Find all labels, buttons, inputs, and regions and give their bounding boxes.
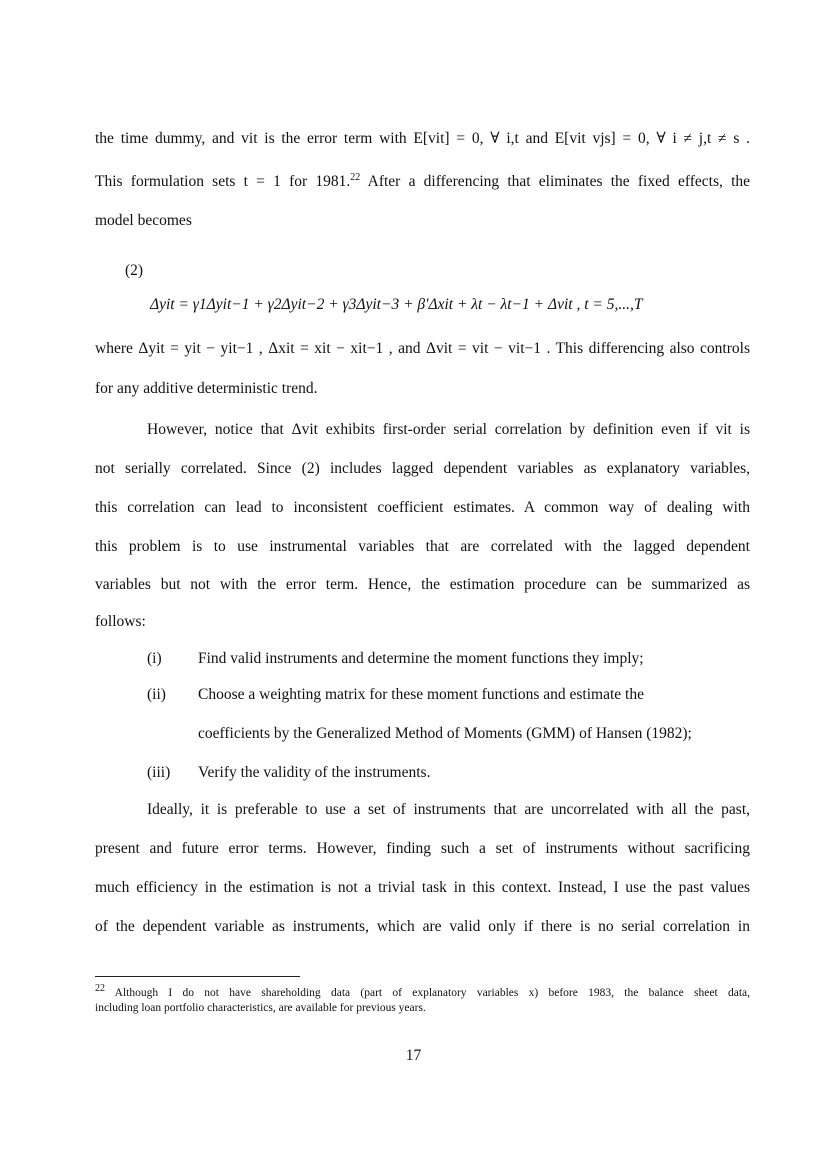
paragraph-2-line-2: not serially correlated. Since (2) includes lagged dependent variables as explanatory variables, (95, 460, 750, 477)
paragraph-3-line-4: of the dependent variable as instruments, which are valid only if there is no serial correlation in (95, 918, 750, 935)
equation: Δyit = γ1Δyit−1 + γ2Δyit−2 + γ3Δyit−3 + β′Δxit + λt − λt−1 + Δvit , t = 5,...,T (150, 296, 643, 313)
list-item-text-continued: coefficients by the Generalized Method of Moments (GMM) of Hansen (1982); (198, 725, 692, 742)
footnote-line-1 (95, 983, 750, 1001)
paragraph-2-line-6: follows: (95, 613, 146, 630)
paragraph-2-line-1: However, notice that Δvit exhibits first-order serial correlation by definition even if vit is (147, 421, 750, 438)
list-item-text: Choose a weighting matrix for these moment functions and estimate the (198, 686, 644, 703)
list-item-number: (i) (147, 650, 162, 667)
footnote-text-1: Although I do not have shareholding data (part of explanatory variables x) before 1983, the balance sheet data, (105, 987, 750, 999)
body-line-2-start: This formulation sets t = 1 for 1981. (95, 173, 351, 190)
list-item-text: Find valid instruments and determine the moment functions they imply; (198, 650, 644, 667)
footnote-separator (95, 976, 300, 977)
footnote (95, 983, 750, 1016)
list-item-number: (ii) (147, 686, 166, 703)
body-line-2 (95, 172, 750, 192)
paragraph-2-line-5: variables but not with the error term. Hence, the estimation procedure can be summarized as (95, 576, 750, 593)
footnote-marker: 22 (95, 983, 105, 995)
paragraph-3-line-1: Ideally, it is preferable to use a set of instruments that are uncorrelated with all the past, (147, 801, 750, 818)
paragraph-3-line-3: much efficiency in the estimation is not a trivial task in this context. Instead, I use the past values (95, 879, 750, 896)
paragraph-2-line-3: this correlation can lead to inconsistent coefficient estimates. A common way of dealing with (95, 499, 750, 516)
body-line-1: the time dummy, and vit is the error term with E[vit] = 0, ∀ i,t and E[vit vjs] = 0, ∀ i ≠ j,t ≠ s . (95, 130, 750, 147)
body-line-where: where Δyit = yit − yit−1 , Δxit = xit − xit−1 , and Δvit = vit − vit−1 . This differencing also controls (95, 340, 750, 357)
body-line-trend: for any additive deterministic trend. (95, 380, 318, 397)
page-number: 17 (405, 1047, 422, 1064)
footnote-reference: 22 (350, 171, 361, 183)
footnote-line-2: including loan portfolio characteristics, are available for previous years. (95, 1002, 426, 1014)
list-item-number: (iii) (147, 764, 171, 781)
equation-label: (2) (125, 262, 144, 279)
paragraph-3-line-2: present and future error terms. However, finding such a set of instruments without sacrificing (95, 840, 750, 857)
paragraph-2-line-4: this problem is to use instrumental variables that are correlated with the lagged dependent (95, 538, 750, 555)
body-line-3: model becomes (95, 212, 192, 229)
body-line-2-end: After a differencing that eliminates the fixed effects, the (360, 173, 751, 190)
list-item-text: Verify the validity of the instruments. (198, 764, 431, 781)
